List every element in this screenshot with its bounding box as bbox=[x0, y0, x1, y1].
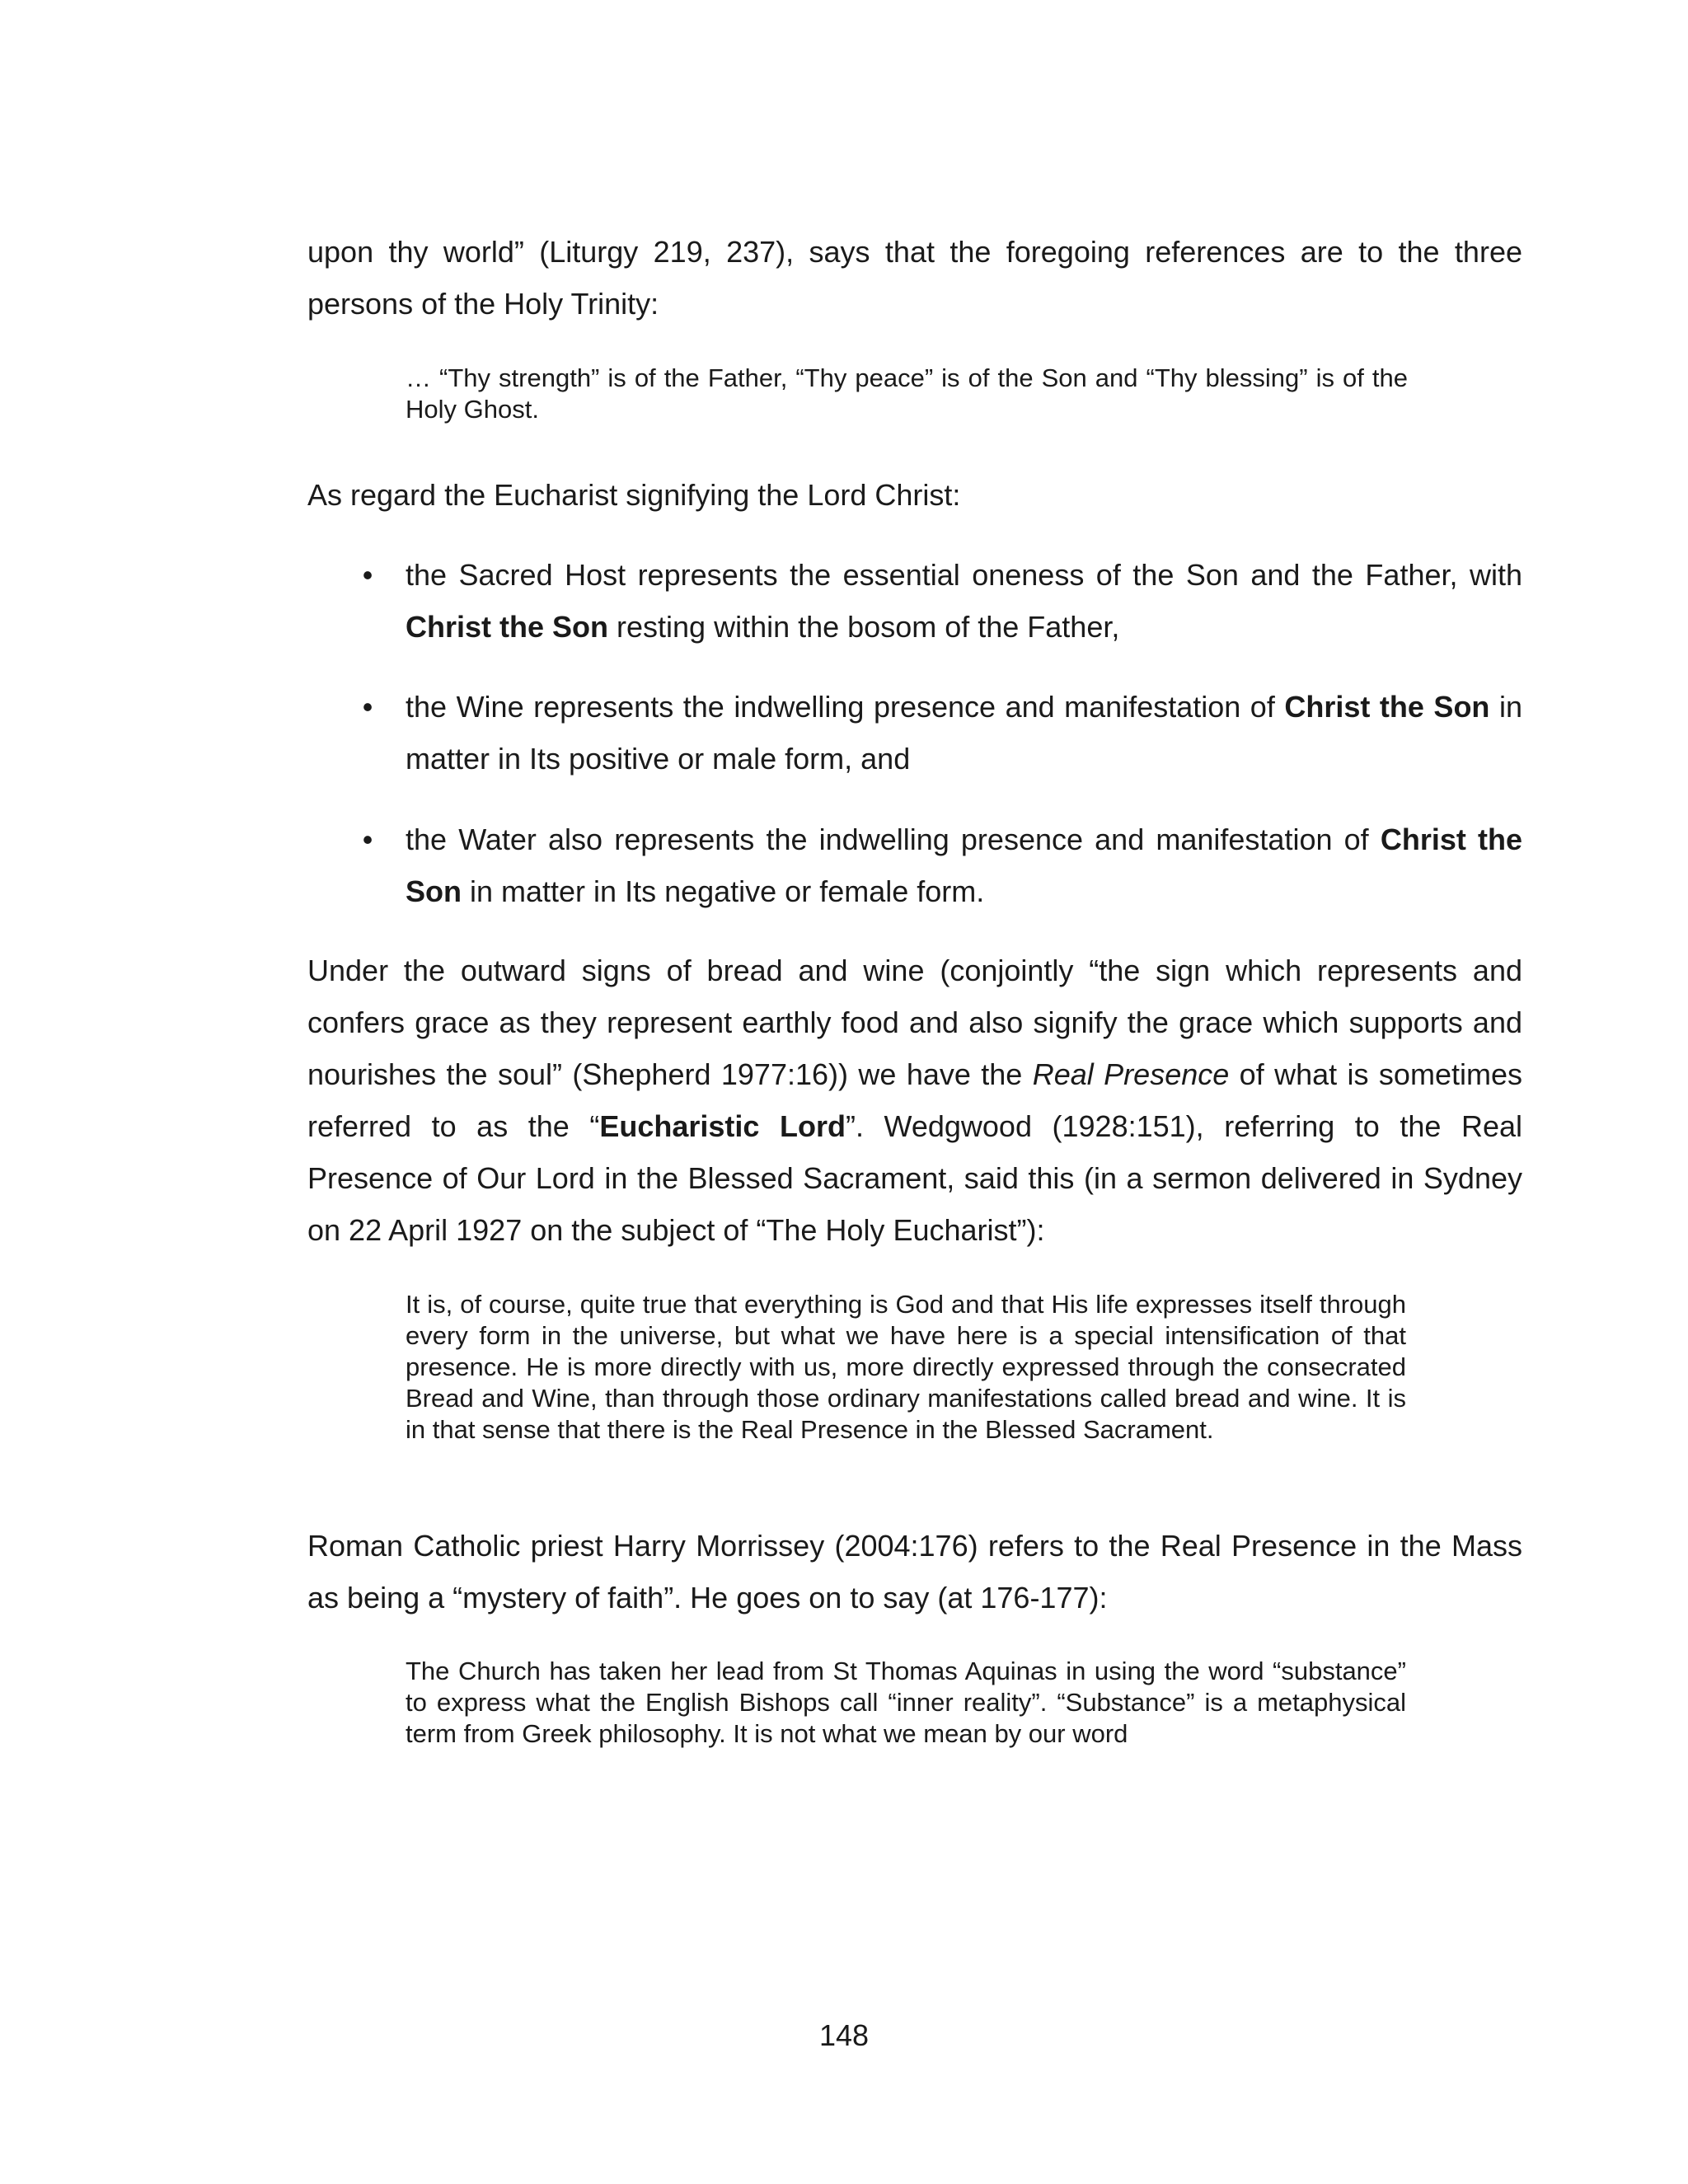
block-quote-wedgwood bbox=[406, 1289, 1406, 1446]
list-item-text-bold: Christ the Son bbox=[1284, 690, 1490, 724]
paragraph-text-italic: Real Presence bbox=[1032, 1057, 1230, 1091]
paragraph-text: of what is sometimes referred to as the “ bbox=[307, 1057, 1522, 1143]
list-item-text-bold: Christ the Son bbox=[406, 610, 609, 644]
quote-text: The Church has taken her lead from St Thomas Aquinas in using the word “substance” to express what the English Bishops call “inner reality”. “Substance” is a metaphysical term from Greek philosophy. It is not what we mean by our word bbox=[406, 1657, 1406, 1748]
paragraph-text: ”. Wedgwood (1928:151), referring to the Real Presence of Our Lord in the Blessed Sacrament, said this (in a sermon delivered in Sydney on 22 April 1927 on the subject of “The Holy Eucharist”): bbox=[307, 1109, 1523, 1247]
block-quote-blessing bbox=[406, 363, 1408, 425]
paragraph-text: As regard the Eucharist signifying the Lord Christ: bbox=[307, 478, 961, 512]
paragraph-morrissey bbox=[307, 1520, 1522, 1624]
bullet-marker: • bbox=[362, 823, 373, 856]
block-quote-morrissey bbox=[406, 1656, 1406, 1750]
list-item-text bbox=[406, 813, 1522, 917]
quote-text: … “Thy strength” is of the Father, “Thy peace” is of the Son and “Thy blessing” is of the Holy Ghost. bbox=[406, 363, 1408, 424]
list-item-text-plain: the Water also represents the indwelling presence and manifestation of bbox=[406, 823, 1381, 856]
paragraph-trinity-intro bbox=[307, 226, 1522, 330]
page-number: 148 bbox=[818, 2018, 870, 2052]
list-item-text-plain: the Sacred Host represents the essential oneness of the Son and the Father, with bbox=[406, 558, 1522, 592]
list-item-text-bold: Christ the Son bbox=[406, 823, 1523, 908]
list-item-text-plain: in matter in Its negative or female form. bbox=[462, 874, 985, 908]
list-item-text bbox=[406, 549, 1522, 653]
paragraph-text: Roman Catholic priest Harry Morrissey (2004:176) refers to the Real Presence in the Mass as being a “mystery of faith”. He goes on to say (at 176-177): bbox=[307, 1529, 1522, 1615]
bullet-marker: • bbox=[362, 690, 373, 724]
list-item-text-plain: resting within the bosom of the Father, bbox=[608, 610, 1120, 644]
paragraph-text-bold: Eucharistic Lord bbox=[599, 1109, 846, 1143]
list-item-text bbox=[406, 681, 1522, 785]
list-item-text-plain: in matter in Its positive or male form, and bbox=[406, 690, 1522, 776]
quote-text: It is, of course, quite true that everything is God and that His life expresses itself through every form in the universe, but what we have here is a special intensification of that presence. He is more directly with us, more directly expressed through the consecrated Bread and Wine, than through those ordinary manifestations called bread and wine. It is in that sense that there is the Real Presence in the Blessed Sacrament. bbox=[406, 1290, 1406, 1444]
list-item-text-plain: the Wine represents the indwelling presence and manifestation of bbox=[406, 690, 1285, 724]
paragraph-text: Under the outward signs of bread and wine (conjointly “the sign which represents and confers grace as they represent earthly food and also signify the grace which supports and nourishes the soul” (Shepherd 1977:16)) we have the bbox=[307, 954, 1522, 1091]
paragraph-real-presence bbox=[307, 944, 1522, 1256]
paragraph-eucharist-intro bbox=[307, 469, 1522, 521]
bullet-marker: • bbox=[362, 558, 373, 592]
paragraph-text: upon thy world” (Liturgy 219, 237), says that the foregoing references are to the three persons of the Holy Trinity: bbox=[307, 235, 1522, 321]
